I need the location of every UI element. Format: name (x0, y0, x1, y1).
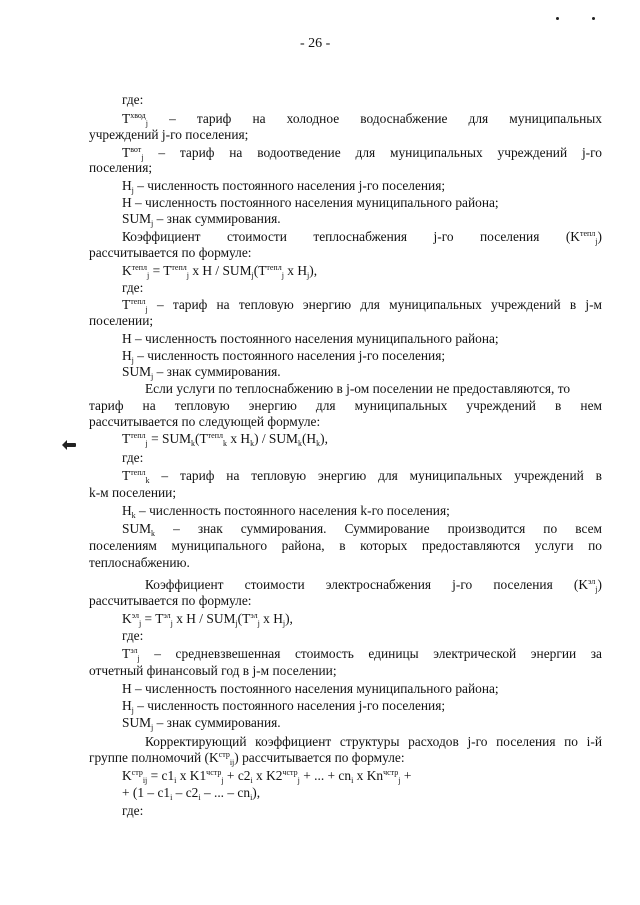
text-line: Если услуги по теплоснабжению в j-ом поселении не предоставляются, то (145, 381, 571, 396)
text-line: где: (122, 92, 144, 107)
text-line: $T^{тепл}_j$ – тариф на тепловую энергию для муниципальных учреждений в j-м (122, 297, 602, 314)
text-line: рассчитывается по формуле: (89, 593, 252, 608)
text-line: $SUM_j$ – знак суммирования. (122, 715, 281, 732)
text-line: H – численность постоянного населения муниципального района; (122, 331, 499, 346)
formula-line: $T^{тепл}_j = SUM_k(T^{тепл}_k$ x $H_k) / SUM_k(H_k)$, (122, 431, 328, 448)
text-line: $T^{хвод}_j$ – тариф на холодное водоснабжение для муниципальных (122, 111, 602, 128)
text-line: тариф на тепловую энергию для муниципальных учреждений в нем (89, 398, 602, 413)
text-line: $T^{вот}_j$ – тариф на водоотведение для муниципальных учреждений j-го (122, 145, 602, 162)
text-line: H – численность постоянного населения муниципального района; (122, 681, 499, 696)
page-number: - 26 - (300, 36, 331, 51)
formula-line: $K^{эл}_j = T^{эл}_j$ x H / $SUM_j(T^{эл}_j$ x $H_j$), (122, 611, 293, 628)
text-line: где: (122, 280, 144, 295)
text-line: где: (122, 450, 144, 465)
margin-arrow-mark (66, 443, 76, 447)
text-line: Коэффициент стоимости электроснабжения j-го поселения $(K^{эл}_j)$ (145, 577, 602, 594)
text-line: $SUM_j$ – знак суммирования. (122, 364, 281, 381)
text-line: поселении; (89, 313, 154, 328)
text-line: отчетный финансовый год в j-м поселении; (89, 663, 337, 678)
scan-mark (592, 17, 595, 20)
text-line: $T^{эл}_j$ – средневзвешенная стоимость единицы электрической энергии за (122, 646, 602, 663)
text-line: учреждений j-го поселения; (89, 127, 249, 142)
text-line: H – численность постоянного населения муниципального района; (122, 195, 499, 210)
text-line: $H_j$ – численность постоянного населения j-го поселения; (122, 348, 446, 365)
text-line: $H_j$ – численность постоянного населения j-го поселения; (122, 178, 446, 195)
text-line: $T^{тепл}_k$ – тариф на тепловую энергию для муниципальных учреждений в (122, 468, 602, 485)
text-line: где: (122, 803, 144, 818)
text-line: $SUM_j$ – знак суммирования. (122, 211, 281, 228)
text-line: Коэффициент стоимости теплоснабжения j-го поселения $(K^{тепл}_j)$ (122, 229, 602, 246)
formula-line: $K^{стр}_{ij} = c1_i$ x $K1^{чстр}_j + c2_i$ x $K2^{чстр}_j$ + ... + $cn_i$ x $Kn^{чстр}_j$ + (122, 768, 412, 785)
text-line: рассчитывается по следующей формуле: (89, 414, 321, 429)
text-line: где: (122, 628, 144, 643)
text-line: $H_j$ – численность постоянного населения j-го поселения; (122, 698, 446, 715)
text-line: $H_k$ – численность постоянного населения k-го поселения; (122, 503, 450, 520)
text-line: поселениям муниципального района, в которых предоставляются услуги по (89, 538, 602, 553)
scan-mark (556, 17, 559, 20)
text-line: $SUM_k$ – знак суммирования. Суммирование производится по всем (122, 521, 602, 538)
text-line: группе полномочий $(K^{стр}_{ij})$ рассчитывается по формуле: (89, 750, 405, 767)
formula-line: + ($1 - c1_i - c2_i$ – ... – $cn_i$), (122, 785, 261, 802)
text-line: рассчитывается по формуле: (89, 245, 252, 260)
text-line: k-м поселении; (89, 485, 177, 500)
text-line: Корректирующий коэффициент структуры расходов j-го поселения по i-й (145, 734, 602, 749)
formula-line: $K^{тепл}_j = T^{тепл}_j$ x H / $SUM_j(T^{тепл}_j$ x $H_j$), (122, 263, 318, 280)
text-line: теплоснабжению. (89, 555, 190, 570)
text-line: поселения; (89, 160, 153, 175)
